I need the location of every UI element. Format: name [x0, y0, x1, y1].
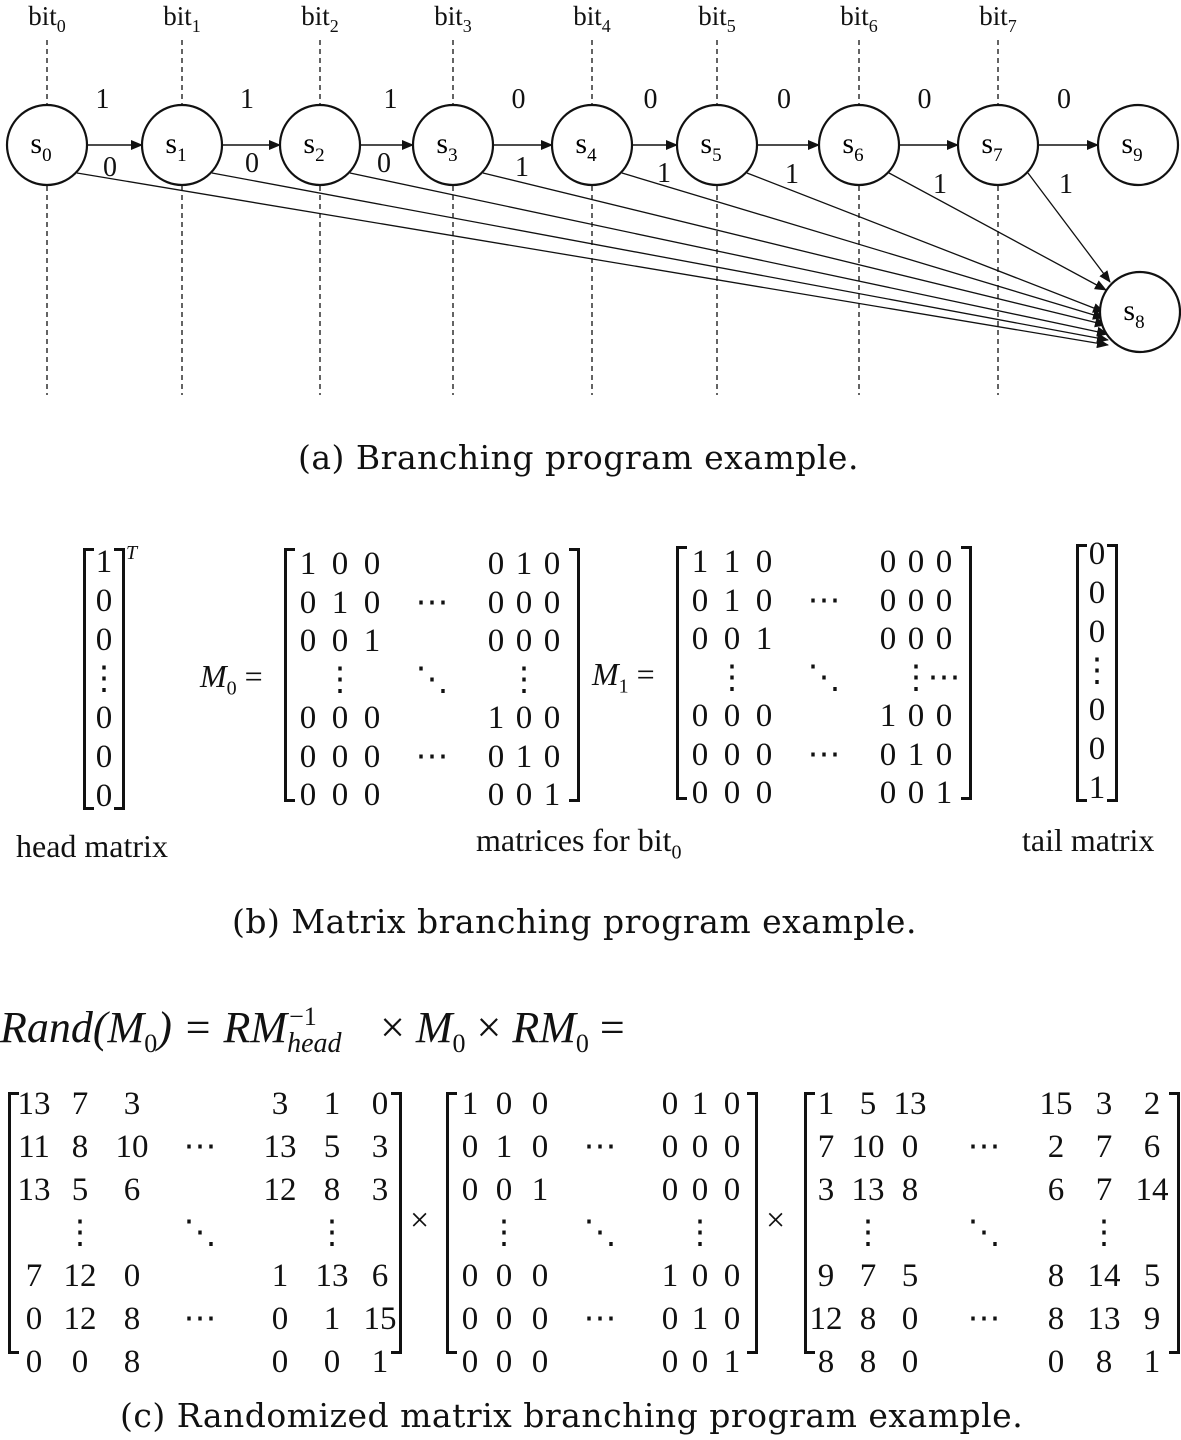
matrix-cell: 1	[495, 1129, 513, 1165]
state-label: $s_5$	[700, 127, 722, 166]
matrix-cell: 0	[363, 777, 381, 813]
bit-label: bit$_2$	[301, 1, 339, 36]
matrix-cell: ⋮	[507, 661, 541, 698]
matrix-cell: 0	[531, 1258, 549, 1294]
tail-matrix-label: tail matrix	[1022, 822, 1155, 858]
matrix-cell: ⋱	[967, 1215, 1001, 1251]
matrix-cell: 8	[817, 1344, 835, 1380]
matrix-cell: 7	[25, 1258, 43, 1294]
state-label: $s_8$	[1123, 294, 1145, 333]
matrix-cell: 0	[299, 738, 317, 775]
state-label: $s_9$	[1121, 127, 1143, 166]
matrix-cell: ⋯	[967, 1129, 1001, 1165]
matrix-cell: 8	[859, 1301, 877, 1337]
matrix-cell: 7	[817, 1129, 835, 1165]
matrix-cell: 0	[723, 775, 741, 811]
matrix-cell: 8	[859, 1344, 877, 1380]
matrix-cell: ⋯	[415, 738, 449, 775]
vector-cell: 0	[95, 778, 113, 814]
matrix-cell: 0	[515, 777, 533, 813]
matrix-cell: 0	[879, 775, 897, 811]
matrix-cell: 10	[115, 1129, 149, 1165]
matrix-cell: 1	[691, 1301, 709, 1337]
matrix-cell: 0	[71, 1344, 89, 1380]
bit-label: bit$_7$	[979, 1, 1017, 36]
state-label: $s_0$	[30, 127, 52, 166]
matrix-cell: ⋮	[315, 1215, 349, 1251]
matrix-cell: 7	[1095, 1129, 1113, 1165]
matrix-cell: 7	[859, 1258, 877, 1294]
matrix-cell: 0	[879, 582, 897, 619]
matrix-cell: 9	[817, 1258, 835, 1294]
matrices-label: matrices for bit$_0$	[476, 822, 682, 864]
matrix-cell: 8	[323, 1172, 341, 1208]
matrix-cell: ⋯	[183, 1301, 217, 1337]
vector-cell: 1	[95, 544, 113, 580]
m1-label: $M_1$ =	[592, 656, 655, 698]
matrix-cell: 0	[299, 623, 317, 659]
edge-label: 0	[511, 84, 526, 115]
matrix-cell: 1	[331, 584, 349, 621]
matrix-cell: 6	[123, 1172, 141, 1208]
matrix-cell: 1	[371, 1344, 389, 1380]
edge-label: 0	[1057, 84, 1071, 115]
matrix-cell: 0	[495, 1086, 513, 1122]
matrix-cell: 0	[901, 1344, 919, 1380]
matrix-cell: ⋮	[899, 659, 933, 696]
matrix-cell: ⋮	[715, 659, 749, 696]
matrix-cell: 13	[263, 1129, 297, 1165]
matrix-cell: 8	[1095, 1344, 1113, 1380]
matrix-cell: 3	[271, 1086, 289, 1122]
state-label: $s_2$	[303, 127, 325, 166]
matrix-cell: 0	[363, 546, 381, 582]
vector-cell: 0	[95, 739, 113, 775]
matrix-cell: 5	[859, 1086, 877, 1122]
matrix-cell: 0	[691, 1172, 709, 1208]
matrix-cell: 0	[723, 621, 741, 657]
bit-label: bit$_3$	[434, 1, 472, 36]
matrix-cell: ⋮	[683, 1215, 717, 1251]
bit-label: bit$_6$	[840, 1, 878, 36]
matrix-cell: 0	[515, 584, 533, 621]
matrix-cell: 0	[907, 621, 925, 657]
matrix-cell: 1	[879, 698, 897, 734]
matrix-cell: 10	[851, 1129, 885, 1165]
matrix-cell: 0	[543, 546, 561, 582]
edge-label: 0	[103, 152, 117, 183]
bit-label: bit$_0$	[28, 1, 66, 36]
matrix-cell: 0	[901, 1129, 919, 1165]
edge-label: 1	[383, 84, 398, 115]
matrix-cell: 0	[901, 1301, 919, 1337]
vector-cell: ⋮	[87, 661, 121, 697]
matrix-cell: 6	[1047, 1172, 1065, 1208]
matrix-cell: 3	[123, 1086, 141, 1122]
matrix-cell: 0	[495, 1172, 513, 1208]
matrix-cell: ⋯	[807, 582, 841, 619]
state-label: $s_3$	[436, 127, 458, 166]
state-label: $s_7$	[981, 127, 1003, 166]
matrix-cell: 1	[515, 738, 533, 775]
matrix-cell: 0	[543, 623, 561, 659]
matrix-cell: 0	[25, 1344, 43, 1380]
matrix-cell: 0	[531, 1344, 549, 1380]
matrix-cell: 12	[263, 1172, 297, 1208]
matrix-cell: 1	[299, 546, 317, 582]
matrix-cell: 12	[63, 1258, 97, 1294]
matrix-cell: ⋯	[583, 1129, 617, 1165]
matrix-cell: 0	[723, 698, 741, 734]
matrix-cell: 1	[515, 546, 533, 582]
matrix-cell: 0	[461, 1258, 479, 1294]
matrix-cell: 14	[1087, 1258, 1121, 1294]
edge-label: 0	[643, 84, 658, 115]
matrix-cell: 0	[661, 1172, 679, 1208]
tail-matrix	[1076, 536, 1118, 806]
matrix-cell: 0	[723, 1086, 741, 1122]
matrix-cell: ⋯	[583, 1301, 617, 1337]
rand-equation: $Rand(M_0)$ = RM −1 head × $M_0 \times RM_0$ =	[0, 1002, 625, 1059]
matrix-cell: 8	[1047, 1301, 1065, 1337]
matrix-cell: 1	[487, 700, 505, 736]
matrix-cell: 1	[723, 1344, 741, 1380]
vector-cell: 0	[1088, 536, 1106, 572]
matrix-cell: 0	[879, 736, 897, 773]
matrix-cell: 0	[515, 623, 533, 659]
matrix-cell: 3	[371, 1129, 389, 1165]
matrix-cell: 0	[723, 1301, 741, 1337]
matrix-cell: 14	[1135, 1172, 1169, 1208]
times-symbol-1: ×	[410, 1202, 430, 1239]
matrix-cell: 0	[661, 1301, 679, 1337]
edge-label: 0	[377, 148, 391, 179]
matrix-cell: 0	[323, 1344, 341, 1380]
matrix-cell: 0	[907, 775, 925, 811]
matrix-cell: 0	[331, 738, 349, 775]
matrix-cell: 0	[123, 1258, 141, 1294]
matrix-cell: 8	[123, 1344, 141, 1380]
matrix-cell: 1	[723, 582, 741, 619]
matrix-cell: 0	[331, 700, 349, 736]
matrix-cell: 0	[363, 584, 381, 621]
matrix-cell: 0	[25, 1301, 43, 1337]
matrix-cell: 0	[371, 1086, 389, 1122]
matrix-cell: 1	[543, 777, 561, 813]
matrix-cell: 0	[543, 700, 561, 736]
head-matrix	[83, 544, 125, 814]
matrix-cell: 1	[691, 1086, 709, 1122]
matrix-cell: 7	[1095, 1172, 1113, 1208]
matrix-cell: 2	[1047, 1129, 1065, 1165]
vector-cell: 0	[95, 700, 113, 736]
matrix-cell: 0	[1047, 1344, 1065, 1380]
edge-label: 1	[515, 152, 529, 183]
bit-label: bit$_5$	[698, 1, 736, 36]
matrix-cell: 1	[531, 1172, 549, 1208]
caption-b: (b) Matrix branching program example.	[232, 902, 917, 941]
matrix-cell: 1	[661, 1258, 679, 1294]
matrix-cell: 0	[879, 621, 897, 657]
matrix-cell: 13	[17, 1086, 51, 1122]
vector-cell: 0	[1088, 731, 1106, 767]
matrix-cell: 1	[723, 544, 741, 580]
matrix-cell: 13	[893, 1086, 927, 1122]
matrix-cell: 1	[755, 621, 773, 657]
matrix-cell: 0	[723, 736, 741, 773]
matrix-cell: 0	[487, 546, 505, 582]
matrix-cell: ⋯	[183, 1129, 217, 1165]
matrix-cell: 0	[935, 544, 953, 580]
matrix-cell: ⋱	[183, 1215, 217, 1251]
matrix-cell: 1	[363, 623, 381, 659]
vector-cell: 0	[95, 622, 113, 658]
matrix-cell: 5	[1143, 1258, 1161, 1294]
matrix-cell: 0	[723, 1258, 741, 1294]
vector-cell: ⋮	[1080, 653, 1114, 689]
matrix-cell: 0	[755, 698, 773, 734]
matrix-cell: ⋱	[415, 661, 449, 698]
matrix-cell: 8	[123, 1301, 141, 1337]
matrix-cell: 1	[323, 1086, 341, 1122]
edge-label: 1	[657, 158, 671, 189]
matrix-cell: 0	[299, 584, 317, 621]
matrix-cell: 0	[879, 544, 897, 580]
edge-label: 0	[245, 148, 259, 179]
matrix-cell: 8	[71, 1129, 89, 1165]
matrix-cell: 0	[515, 700, 533, 736]
bit-label: bit$_1$	[163, 1, 201, 36]
matrix-cell: 0	[461, 1301, 479, 1337]
state-label: $s_4$	[575, 127, 597, 166]
edge-label: 0	[777, 84, 791, 115]
matrix-cell: 1	[271, 1258, 289, 1294]
matrix-cell: ⋮	[63, 1215, 97, 1251]
matrix-cell: 0	[531, 1301, 549, 1337]
matrix-cell: 0	[935, 736, 953, 773]
matrix-cell: 2	[1143, 1086, 1161, 1122]
matrix-cell: 13	[1087, 1301, 1121, 1337]
matrix-rm-head-inverse	[8, 1086, 402, 1380]
matrix-cell: ⋮	[323, 661, 357, 698]
matrix-cell: 15	[363, 1301, 397, 1337]
matrix-cell: 0	[691, 1129, 709, 1165]
matrix-cell: 0	[691, 582, 709, 619]
matrix-cell: 1	[323, 1301, 341, 1337]
matrix-cell: 0	[461, 1172, 479, 1208]
matrix-cell: 0	[487, 777, 505, 813]
matrix-cell: 0	[691, 1258, 709, 1294]
edge-label: 1	[95, 84, 110, 115]
vector-cell: 1	[1088, 770, 1106, 806]
matrix-cell: 0	[531, 1086, 549, 1122]
matrix-rm0	[804, 1086, 1180, 1380]
matrix-cell: ⋮	[487, 1215, 521, 1251]
matrix-cell: 0	[531, 1129, 549, 1165]
matrix-cell: 1	[461, 1086, 479, 1122]
matrix-cell: 0	[755, 544, 773, 580]
matrix-m0	[284, 546, 580, 813]
matrix-cell: 1	[907, 736, 925, 773]
matrix-cell: 9	[1143, 1301, 1161, 1337]
matrix-cell: 0	[907, 698, 925, 734]
times-symbol-2: ×	[766, 1202, 786, 1239]
matrix-cell: 0	[299, 700, 317, 736]
matrix-cell: 0	[723, 1129, 741, 1165]
matrix-cell: 0	[935, 698, 953, 734]
matrix-cell: 13	[851, 1172, 885, 1208]
matrix-m0-c	[446, 1086, 758, 1380]
matrix-cell: 0	[495, 1258, 513, 1294]
branching-program-diagram	[0, 0, 1181, 420]
matrix-cell: ⋱	[583, 1215, 617, 1251]
matrix-cell: 0	[691, 775, 709, 811]
matrix-m1	[676, 544, 972, 811]
matrix-cell: 0	[487, 584, 505, 621]
matrix-cell: 0	[907, 544, 925, 580]
matrix-cell: 3	[1095, 1086, 1113, 1122]
matrix-cell: 0	[495, 1301, 513, 1337]
matrix-cell: 5	[323, 1129, 341, 1165]
matrix-cell: 0	[363, 738, 381, 775]
matrix-cell: 0	[755, 736, 773, 773]
edge-label: 1	[1059, 169, 1073, 200]
matrix-cell: 0	[543, 738, 561, 775]
head-matrix-label: head matrix	[16, 828, 168, 864]
matrix-cell: 0	[299, 777, 317, 813]
state-label: $s_1$	[165, 127, 187, 166]
state-label: $s_6$	[842, 127, 864, 166]
matrix-cell: 6	[1143, 1129, 1161, 1165]
matrix-cell: 8	[901, 1172, 919, 1208]
matrix-cell: 0	[661, 1129, 679, 1165]
matrix-cell: 12	[63, 1301, 97, 1337]
matrix-cell: 13	[315, 1258, 349, 1294]
matrix-cell: 0	[461, 1344, 479, 1380]
matrix-cell: 0	[691, 698, 709, 734]
matrix-cell: ⋮	[851, 1215, 885, 1251]
bit-label: bit$_4$	[573, 1, 611, 36]
matrix-cell: 11	[18, 1129, 50, 1165]
matrix-cell: 0	[723, 1172, 741, 1208]
matrix-cell: 0	[755, 775, 773, 811]
matrix-cell: 1	[935, 775, 953, 811]
matrix-cell: 0	[907, 582, 925, 619]
matrix-cell: 0	[331, 623, 349, 659]
matrix-cell: 3	[817, 1172, 835, 1208]
caption-a: (a) Branching program example.	[298, 438, 859, 477]
matrix-cell: ⋱	[807, 659, 841, 696]
edge-label: 0	[917, 84, 932, 115]
matrix-cell: 0	[935, 621, 953, 657]
vector-cell: 0	[95, 583, 113, 619]
matrix-cell: ⋯	[927, 659, 961, 696]
matrix-cell: 5	[71, 1172, 89, 1208]
matrix-cell: 15	[1039, 1086, 1073, 1122]
matrix-cell: 13	[17, 1172, 51, 1208]
vector-cell: 0	[1088, 692, 1106, 728]
matrix-cell: 0	[661, 1086, 679, 1122]
matrix-cell: 0	[755, 582, 773, 619]
matrix-cell: 5	[901, 1258, 919, 1294]
matrix-cell: 12	[809, 1301, 843, 1337]
matrix-cell: 0	[495, 1344, 513, 1380]
matrix-cell: 8	[1047, 1258, 1065, 1294]
matrix-cell: 0	[487, 738, 505, 775]
matrix-cell: ⋯	[967, 1301, 1001, 1337]
matrix-cell: 0	[331, 546, 349, 582]
matrix-cell: 0	[271, 1344, 289, 1380]
matrix-cell: 0	[461, 1129, 479, 1165]
m0-label: $M_0$ =	[200, 658, 263, 700]
edge-label: 1	[785, 159, 799, 190]
matrix-cell: 0	[487, 623, 505, 659]
edge-label: 1	[933, 169, 947, 200]
vector-cell: 0	[1088, 614, 1106, 650]
matrix-cell: ⋯	[807, 736, 841, 773]
head-transpose-sup: T	[126, 542, 138, 564]
matrix-cell: 1	[691, 544, 709, 580]
matrix-cell: 0	[691, 1344, 709, 1380]
matrix-cell: 0	[543, 584, 561, 621]
matrix-cell: 7	[71, 1086, 89, 1122]
matrix-cell: 0	[363, 700, 381, 736]
matrix-cell: 0	[691, 621, 709, 657]
matrix-cell: 6	[371, 1258, 389, 1294]
caption-c: (c) Randomized matrix branching program example.	[120, 1396, 1024, 1435]
matrix-cell: 0	[935, 582, 953, 619]
matrix-cell: 1	[1143, 1344, 1161, 1380]
matrix-cell: 0	[331, 777, 349, 813]
matrix-cell: 0	[271, 1301, 289, 1337]
matrix-cell: ⋮	[1087, 1215, 1121, 1251]
matrix-cell: 3	[371, 1172, 389, 1208]
matrix-cell: 0	[691, 736, 709, 773]
matrix-cell: 1	[817, 1086, 835, 1122]
vector-cell: 0	[1088, 575, 1106, 611]
edge-label: 1	[240, 84, 254, 115]
matrix-cell: ⋯	[415, 584, 449, 621]
matrix-cell: 0	[661, 1344, 679, 1380]
